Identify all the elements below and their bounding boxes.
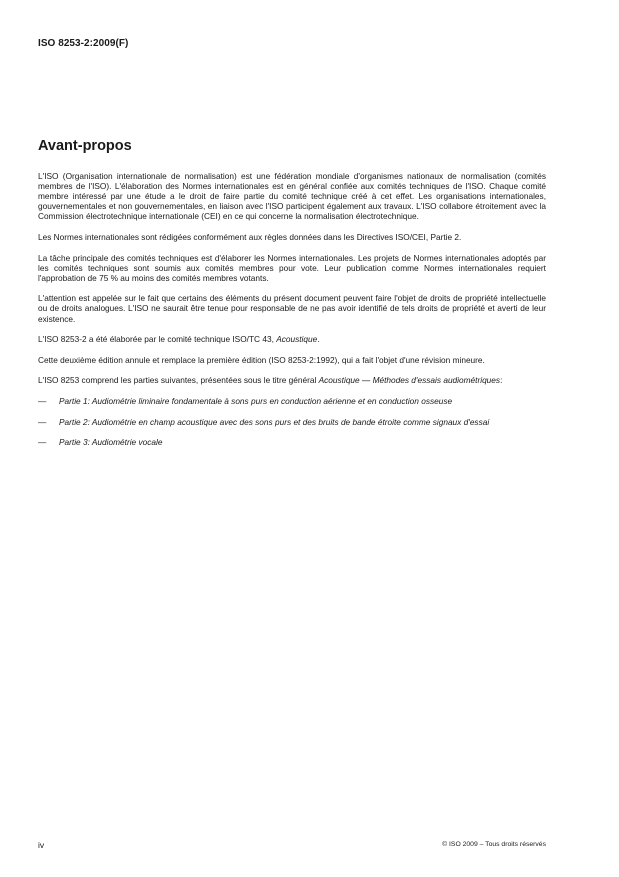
em-dash-bullet: — — [38, 416, 47, 427]
copyright-notice: © ISO 2009 – Tous droits réservés — [442, 841, 546, 848]
list-item-part-3 — [38, 437, 546, 447]
em-dash-bullet: — — [38, 437, 47, 448]
foreword-body — [38, 171, 546, 458]
paragraph-prepared-by — [38, 334, 546, 344]
committee-name: Acoustique — [276, 334, 318, 345]
paragraph-parts-intro — [38, 375, 546, 385]
paragraph-directives: Les Normes internationales sont rédigées conformément aux règles données dans les Directives ISO/CEI, Partie 2. — [38, 231, 462, 242]
paragraph-edition: Cette deuxième édition annule et remplace la première édition (ISO 8253-2:1992), qui a fait l'objet d'une révision mineure. — [38, 354, 485, 365]
document-id-header: ISO 8253-2:2009(F) — [38, 38, 129, 49]
section-title: Avant-propos — [38, 138, 132, 154]
paragraph-technical-committees: La tâche principale des comités techniques est d'élaborer les Normes internationales. Les projets de Normes internationales adoptés par les comités techniques sont soumis aux comités membres pour vote. Leur publication comme Normes internationales requiert l'approbation de 75 % au moins des comités membres votants. — [38, 252, 546, 283]
general-title: Acoustique — Méthodes d'essais audiométriques — [318, 375, 501, 386]
part-1-title: Partie 1: Audiométrie liminaire fondamentale à sons purs en conduction aérienne et en conduction osseuse — [59, 395, 453, 406]
page-number: iv — [38, 840, 45, 850]
prepared-by-text: L'ISO 8253-2 a été élaborée par le comité technique ISO/TC 43, — [38, 334, 277, 345]
part-2-title: Partie 2: Audiométrie en champ acoustique avec des sons purs et des bruits de bande étroite comme signaux d'essai — [59, 416, 490, 427]
list-item-part-2 — [38, 417, 546, 427]
list-item-part-1 — [38, 396, 546, 406]
em-dash-bullet: — — [38, 395, 47, 406]
prepared-by-suffix: . — [317, 334, 320, 345]
part-3-title: Partie 3: Audiométrie vocale — [59, 437, 163, 448]
parts-intro-suffix: : — [500, 375, 503, 386]
paragraph-iso-organisation: L'ISO (Organisation internationale de normalisation) est une fédération mondiale d'organismes nationaux de normalisation (comités membres de l'ISO). L'élaboration des Normes internationales est en général confiée aux comités techniques de l'ISO. Chaque comité membre intéressé par une étude a le droit de faire partie du comité technique créé à cet effet. Les organisations internationales, gouvernementales et non gouvernementales, en liaison avec l'ISO participent également aux travaux. L'ISO collabore étroitement avec la Commission électrotechnique internationale (CEI) en ce qui concerne la normalisation électrotechnique. — [38, 171, 546, 222]
paragraph-patent-rights: L'attention est appelée sur le fait que certains des éléments du présent document peuvent faire l'objet de droits de propriété intellectuelle ou de droits analogues. L'ISO ne saurait être tenue pour responsable de ne pas avoir identifié de tels droits de propriété et averti de leur existence. — [38, 293, 546, 324]
parts-intro-text: L'ISO 8253 comprend les parties suivantes, présentées sous le titre général — [38, 375, 319, 386]
